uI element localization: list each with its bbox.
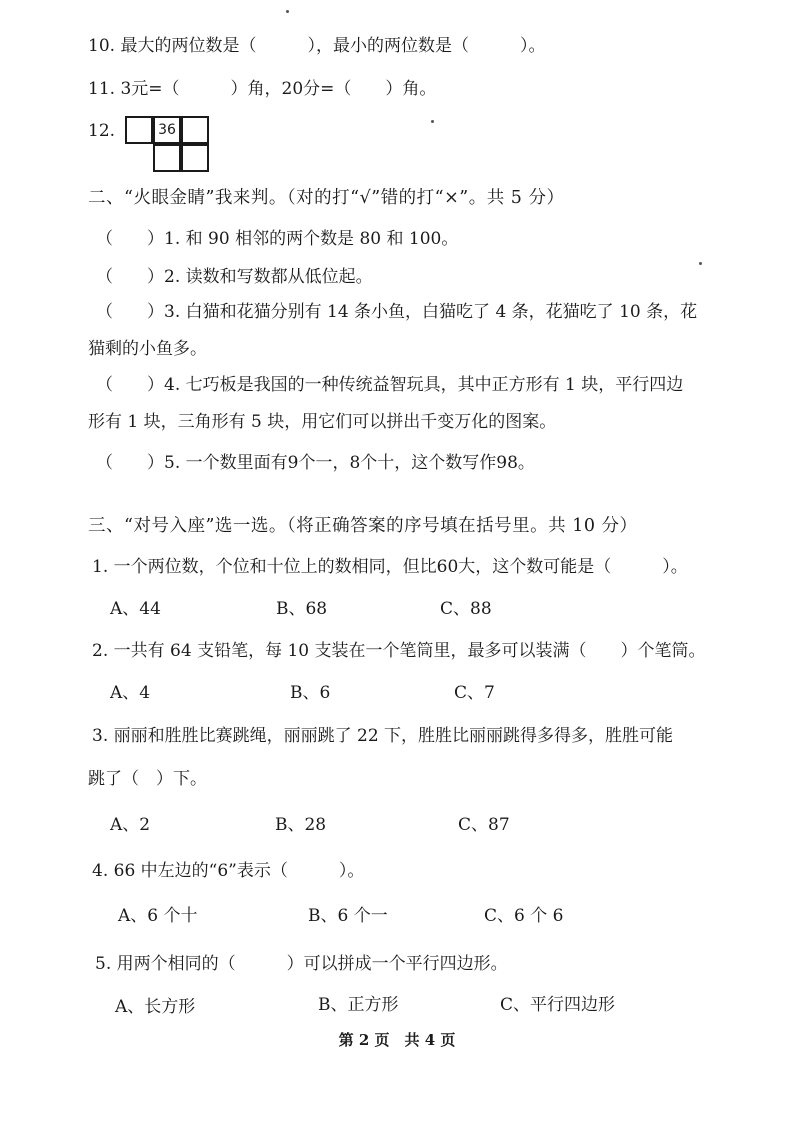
- choice-question-4: 4. 66 中左边的“6”表示（ ）。: [92, 861, 365, 881]
- choice-question-1: 1. 一个两位数，个位和十位上的数相同，但比60大，这个数可能是（ ）。: [92, 557, 688, 577]
- judge-item-4-cont: 形有 1 块，三角形有 5 块，用它们可以拼出千变万化的图案。: [88, 412, 557, 432]
- option-c: C、7: [454, 683, 495, 703]
- option-b: B、6 个一: [308, 906, 388, 926]
- grid-cell: [181, 116, 209, 144]
- page-footer: 第 2 页 共 4 页: [338, 1031, 456, 1049]
- scan-speck: [699, 262, 702, 265]
- judge-item-2: （ ）2. 读数和写数都从低位起。: [96, 267, 373, 287]
- scan-speck: [286, 10, 289, 13]
- section-2-heading: 二、“火眼金睛”我来判。（对的打“√”错的打“×”。共 5 分）: [88, 188, 565, 208]
- option-c: C、平行四边形: [500, 995, 616, 1015]
- option-a: A、长方形: [115, 997, 196, 1017]
- question-12-label: 12.: [88, 121, 116, 141]
- option-a: A、6 个十: [118, 906, 198, 926]
- option-b: B、68: [276, 599, 328, 619]
- grid-cell-value: 36: [153, 116, 181, 144]
- judge-item-5: （ ）5. 一个数里面有9个一，8个十，这个数写作98。: [96, 453, 535, 473]
- section-3-heading: 三、“对号入座”选一选。（将正确答案的序号填在括号里。共 10 分）: [88, 516, 638, 536]
- choice-question-3: 3. 丽丽和胜胜比赛跳绳，丽丽跳了 22 下，胜胜比丽丽跳得多得多，胜胜可能: [92, 726, 674, 746]
- judge-item-3-cont: 猫剩的小鱼多。: [88, 339, 207, 359]
- judge-item-3: （ ）3. 白猫和花猫分别有 14 条小鱼，白猫吃了 4 条，花猫吃了 10 条，花: [96, 302, 698, 322]
- question-11: 11. 3元=（ ）角，20分=（ ）角。: [88, 79, 437, 99]
- option-b: B、6: [290, 683, 331, 703]
- choice-question-2: 2. 一共有 64 支铅笔，每 10 支装在一个笔筒里，最多可以装满（ ）个笔筒。: [92, 641, 706, 661]
- option-a: A、4: [110, 683, 151, 703]
- option-c: C、87: [458, 815, 510, 835]
- option-b: B、28: [275, 815, 327, 835]
- option-c: C、6 个 6: [484, 906, 564, 926]
- grid-cell: [181, 144, 209, 172]
- option-a: A、2: [110, 815, 151, 835]
- judge-item-4: （ ）4. 七巧板是我国的一种传统益智玩具，其中正方形有 1 块，平行四边: [96, 375, 684, 395]
- judge-item-1: （ ）1. 和 90 相邻的两个数是 80 和 100。: [96, 229, 459, 249]
- grid-cell: [153, 144, 181, 172]
- choice-question-3-cont: 跳了（ ）下。: [88, 769, 207, 789]
- choice-question-5: 5. 用两个相同的（ ）可以拼成一个平行四边形。: [95, 954, 508, 974]
- scan-speck: [431, 120, 434, 123]
- option-a: A、44: [110, 599, 161, 619]
- question-10: 10. 最大的两位数是（ ），最小的两位数是（ ）。: [88, 36, 546, 56]
- grid-cell: [125, 116, 153, 144]
- number-grid: [125, 116, 213, 172]
- option-b: B、正方形: [318, 995, 399, 1015]
- option-c: C、88: [440, 599, 492, 619]
